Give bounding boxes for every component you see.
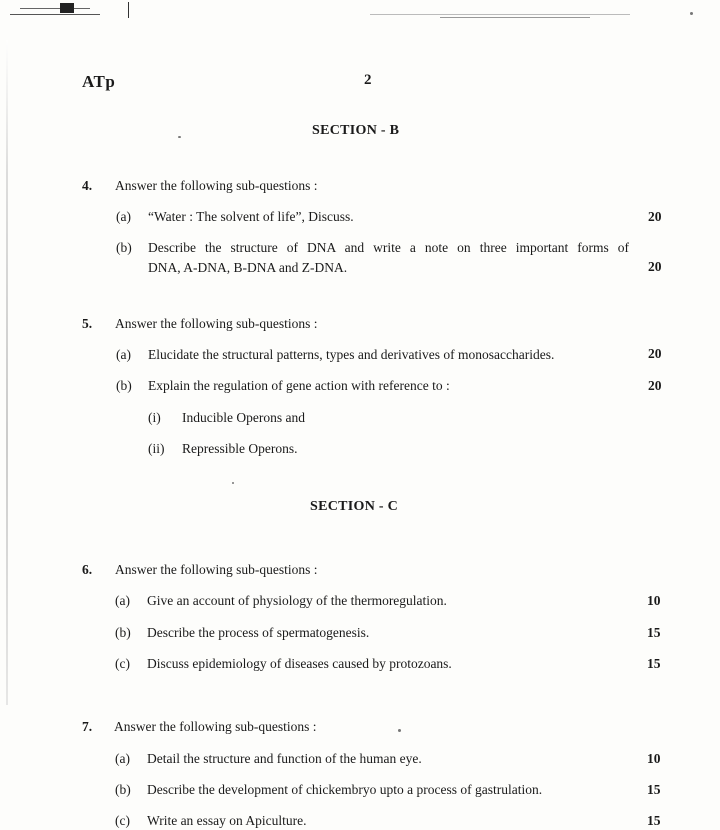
- section-title: SECTION - B: [312, 123, 400, 138]
- part-marks: 20: [648, 378, 662, 393]
- question-prompt: Answer the following sub-questions :: [115, 316, 318, 331]
- scan-speck: [690, 12, 693, 15]
- part-text: Explain the regulation of gene action with reference to :: [148, 378, 450, 393]
- part-label: (b): [116, 240, 132, 255]
- part-marks: 15: [647, 782, 661, 797]
- subpart-label: (ii): [148, 441, 165, 456]
- section-title: SECTION - C: [310, 499, 399, 514]
- part-marks: 15: [647, 813, 661, 828]
- part-text: Describe the structure of DNA and write a note on three important forms of: [148, 240, 629, 255]
- part-label: (a): [116, 347, 131, 362]
- scan-speck: [232, 482, 234, 484]
- part-label: (c): [115, 813, 130, 828]
- part-marks: 20: [648, 259, 662, 274]
- part-label: (b): [116, 378, 132, 393]
- part-label: (a): [116, 209, 131, 224]
- scan-speck: [178, 136, 181, 138]
- part-text: Elucidate the structural patterns, types and derivatives of monosaccharides.: [148, 347, 555, 362]
- part-text: DNA, A-DNA, B-DNA and Z-DNA.: [148, 260, 348, 275]
- scan-artifact-edge: [6, 40, 8, 705]
- part-marks: 15: [647, 625, 661, 640]
- part-marks: 10: [647, 593, 661, 608]
- scan-speck: [398, 729, 401, 732]
- part-marks: 10: [647, 751, 661, 766]
- question-prompt: Answer the following sub-questions :: [115, 178, 318, 193]
- page-number: 2: [364, 72, 372, 88]
- question-number: 4.: [82, 178, 93, 193]
- subpart-text: Inducible Operons and: [182, 410, 305, 425]
- part-label: (a): [115, 593, 130, 608]
- part-text: Detail the structure and function of the human eye.: [147, 751, 422, 766]
- question-number: 5.: [82, 316, 93, 331]
- part-label: (b): [115, 625, 131, 640]
- subpart-text: Repressible Operons.: [182, 441, 298, 456]
- part-text: Discuss epidemiology of diseases caused by protozoans.: [147, 656, 452, 671]
- part-text: Give an account of physiology of the thermoregulation.: [147, 593, 447, 608]
- question-prompt: Answer the following sub-questions :: [115, 562, 318, 577]
- part-label: (a): [115, 751, 130, 766]
- paper-code: ATp: [82, 72, 116, 91]
- scan-artifact-top: [0, 0, 720, 26]
- part-label: (c): [115, 656, 130, 671]
- part-text: Write an essay on Apiculture.: [147, 813, 307, 828]
- question-prompt: Answer the following sub-questions :: [114, 719, 317, 734]
- question-number: 7.: [82, 719, 93, 734]
- part-text: Describe the development of chickembryo upto a process of gastrulation.: [147, 782, 543, 797]
- part-marks: 20: [648, 346, 662, 361]
- part-text: Describe the process of spermatogenesis.: [147, 625, 370, 640]
- part-text: “Water : The solvent of life”, Discuss.: [148, 209, 354, 224]
- part-marks: 20: [648, 209, 662, 224]
- question-number: 6.: [82, 562, 93, 577]
- part-label: (b): [115, 782, 131, 797]
- part-marks: 15: [647, 656, 661, 671]
- subpart-label: (i): [148, 410, 161, 425]
